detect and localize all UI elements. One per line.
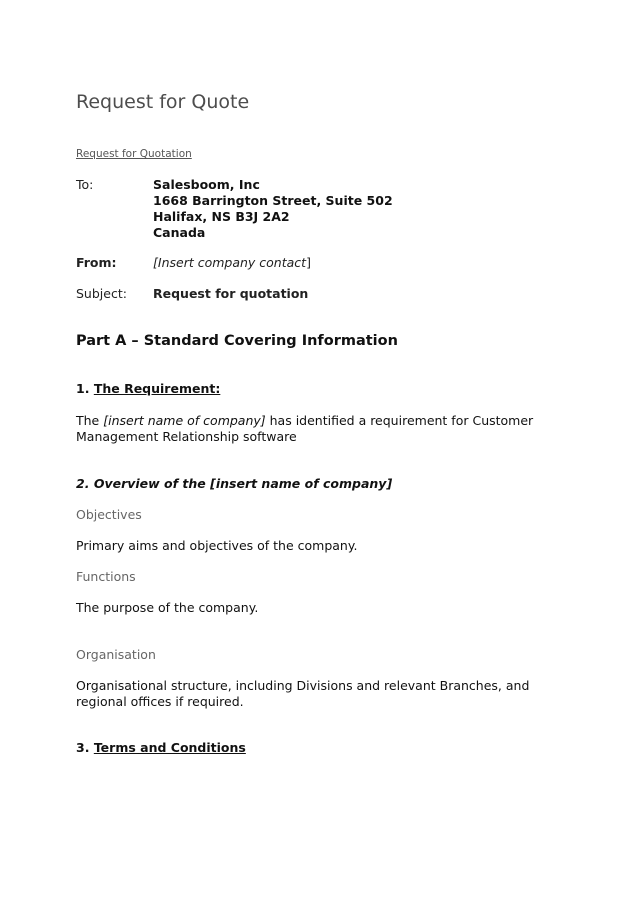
section-number: 2.	[76, 476, 90, 491]
subject-label: Subject:	[76, 286, 127, 301]
address-line: Canada	[153, 225, 206, 240]
section-3-heading	[76, 740, 246, 755]
body-line: Management Relationship software	[76, 429, 297, 444]
section-title: Overview of the	[93, 476, 211, 491]
subject-value: Request for quotation	[153, 286, 309, 301]
functions-text: The purpose of the company.	[76, 600, 259, 615]
from-placeholder: [Insert company contact	[153, 255, 307, 270]
from-bracket: ]	[306, 255, 311, 270]
section-title: The Requirement:	[93, 381, 221, 396]
objectives-label: Objectives	[76, 507, 142, 522]
request-for-quotation-link[interactable]: Request for Quotation	[76, 148, 192, 160]
part-a-heading: Part A – Standard Covering Information	[76, 333, 398, 349]
section-number: 1.	[76, 381, 90, 396]
organisation-text	[76, 678, 529, 710]
body-line: Organisational structure, including Divisions and relevant Branches, and	[76, 678, 530, 693]
to-label: To:	[76, 177, 94, 192]
from-label: From:	[76, 255, 117, 270]
company-placeholder: [insert name of company]	[103, 413, 266, 428]
address-line: Halifax, NS B3J 2A2	[153, 209, 290, 224]
page-title: Request for Quote	[76, 91, 250, 113]
body-line: regional offices if required.	[76, 694, 244, 709]
to-address	[153, 177, 393, 241]
text-span: The	[76, 413, 104, 428]
address-line: Salesboom, Inc	[153, 177, 260, 192]
company-placeholder: [insert name of company]	[210, 476, 393, 491]
from-value	[153, 255, 311, 270]
organisation-label: Organisation	[76, 647, 156, 662]
section-title: Terms and Conditions	[93, 740, 246, 755]
functions-label: Functions	[76, 569, 136, 584]
section-1-body	[76, 413, 533, 445]
section-1-heading	[76, 381, 220, 396]
section-number: 3.	[76, 740, 90, 755]
body-line	[76, 413, 533, 429]
text-span: has identified a requirement for Customer	[265, 413, 534, 428]
section-2-heading	[76, 476, 392, 491]
objectives-text: Primary aims and objectives of the company.	[76, 538, 358, 553]
address-line: 1668 Barrington Street, Suite 502	[153, 193, 393, 208]
